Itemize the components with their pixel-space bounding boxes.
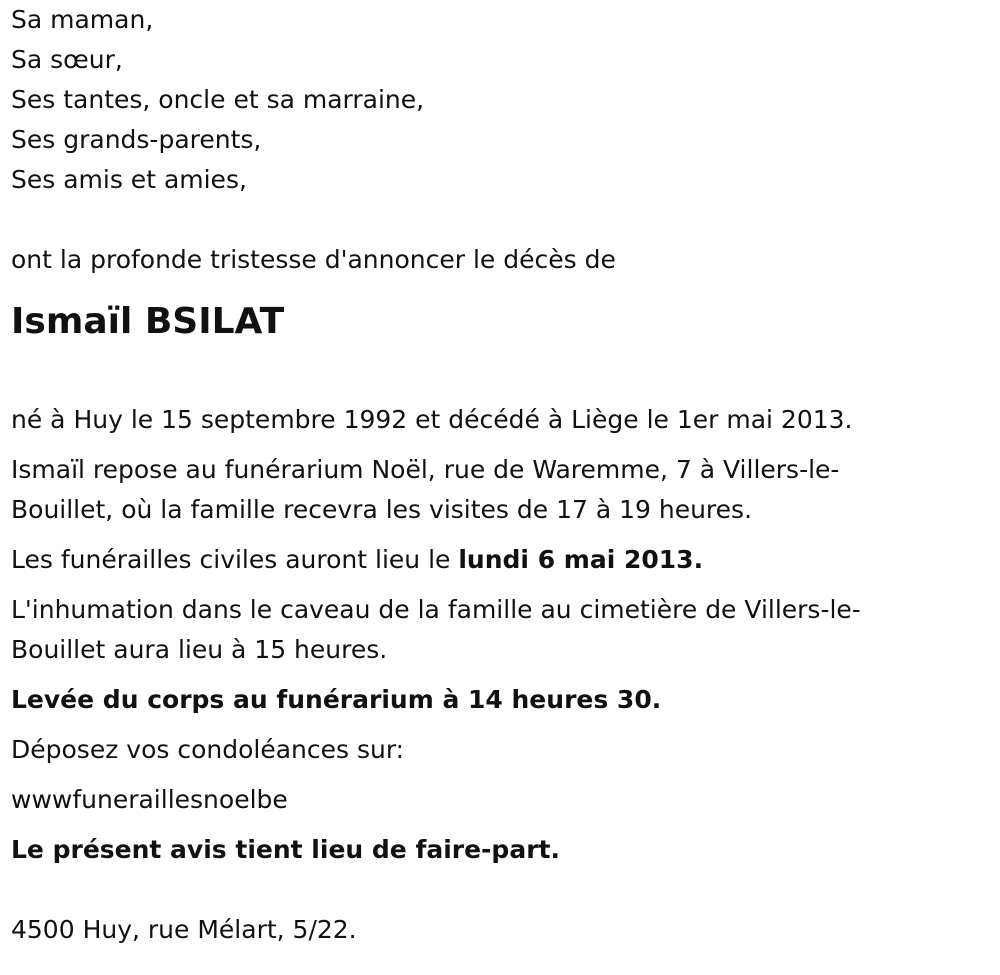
announcement-text: ont la profonde tristesse d'annoncer le décès de: [11, 245, 616, 274]
condolences-website[interactable]: wwwfuneraillesnoelbe: [11, 785, 288, 814]
spacer: [11, 342, 891, 400]
spacer: [11, 280, 891, 302]
family-line-friends: Ses amis et amies,: [11, 165, 247, 194]
birth-death-text: né à Huy le 15 septembre 1992 et décédé à Liège le 1er mai 2013.: [11, 405, 853, 434]
obituary-notice: [11, 0, 891, 950]
family-line-mother: Sa maman,: [11, 5, 154, 34]
family-line-aunts: Ses tantes, oncle et sa marraine,: [11, 85, 425, 114]
spacer: [11, 200, 891, 240]
family-line-grandparents: Ses grands-parents,: [11, 125, 262, 154]
faire-part-notice: Le présent avis tient lieu de faire-part.: [11, 835, 560, 864]
deceased-name: Ismaïl BSILAT: [11, 301, 285, 342]
spacer: [11, 880, 891, 910]
funeral-date: lundi 6 mai 2013.: [458, 545, 704, 574]
funeral-text: [11, 540, 891, 580]
address-text: 4500 Huy, rue Mélart, 5/22.: [11, 915, 357, 944]
levee-text: Levée du corps au funérarium à 14 heures 30.: [11, 685, 662, 714]
family-line-sister: Sa sœur,: [11, 45, 123, 74]
burial-text: L'inhumation dans le caveau de la famille au cimetière de Villers-le-Bouillet aura lieu à 15 heures.: [11, 595, 861, 664]
funeral-intro: Les funérailles civiles auront lieu le: [11, 545, 459, 574]
repose-text: Ismaïl repose au funérarium Noël, rue de Waremme, 7 à Villers-le-Bouillet, où la famille recevra les visites de 17 à 19 heures.: [11, 455, 840, 524]
condolences-label: Déposez vos condoléances sur:: [11, 735, 405, 764]
